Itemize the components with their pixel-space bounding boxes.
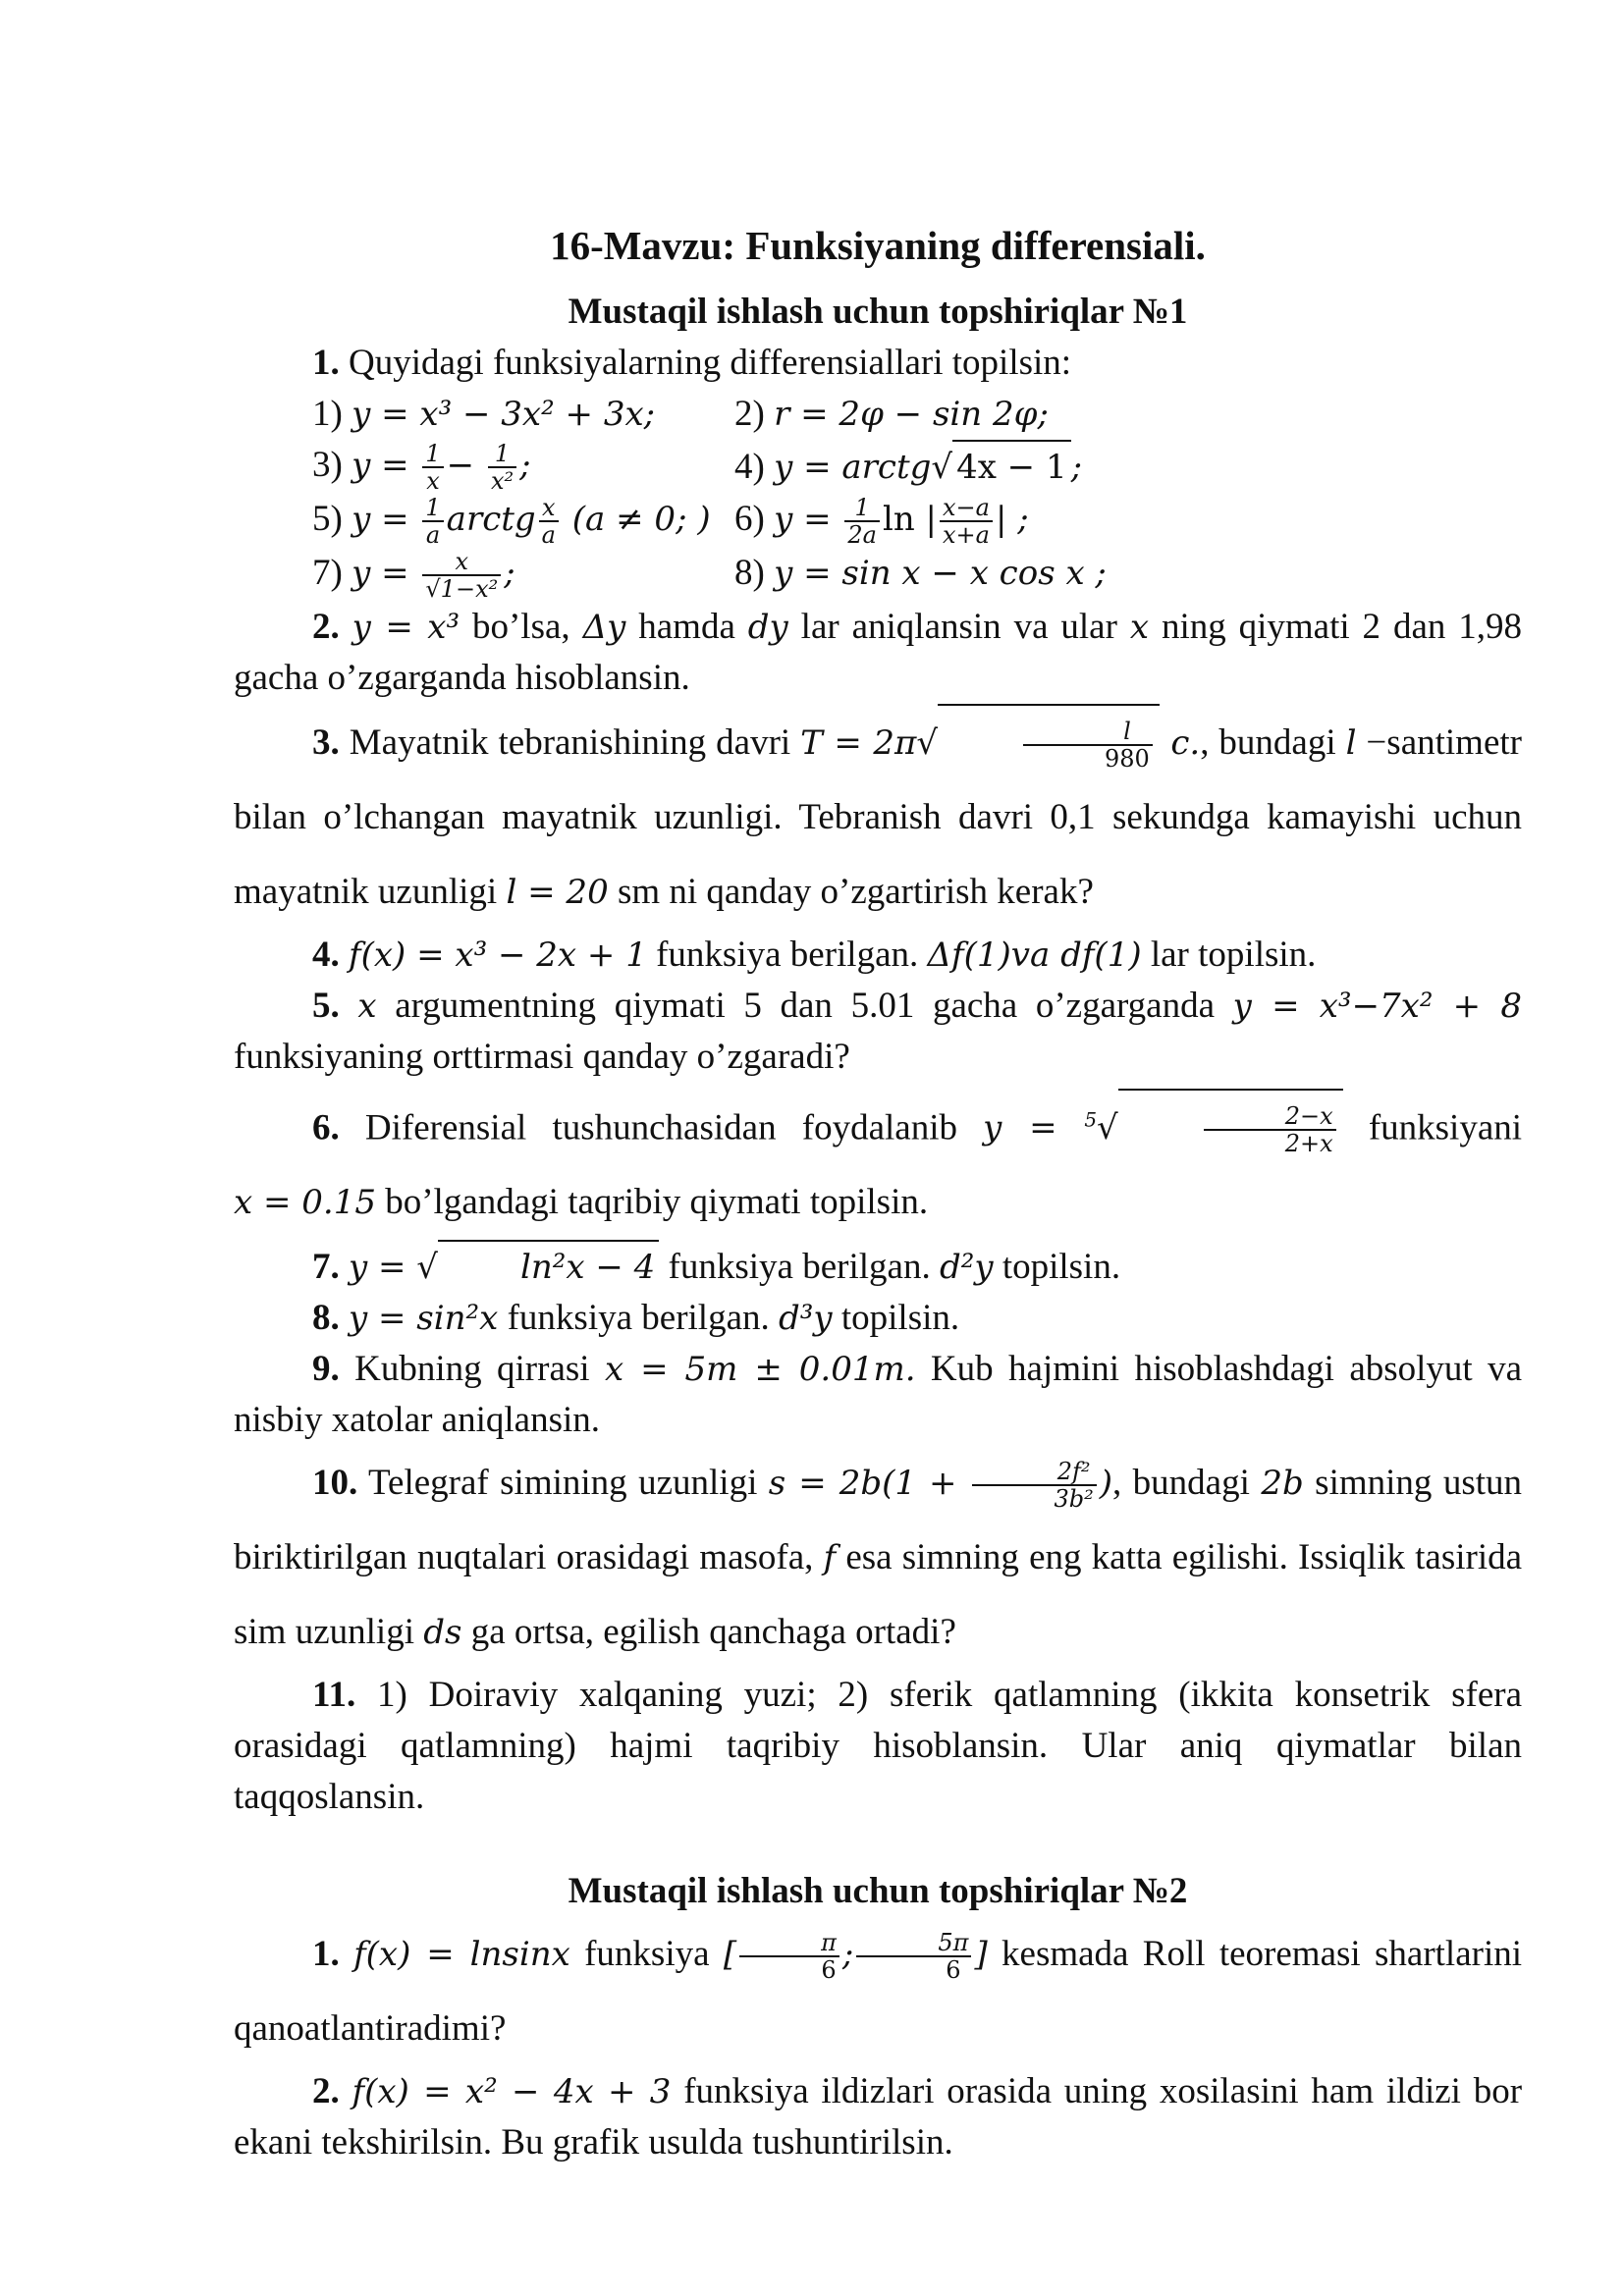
exercise-6 bbox=[734, 494, 1284, 548]
exercise-label: 3) bbox=[312, 445, 343, 485]
fraction: $\frac{1}{a}$ bbox=[422, 495, 443, 548]
exercise-formula: y = sin x − x cos x ; bbox=[774, 554, 1107, 593]
formula: y = $^5$√ $\frac{2-x}{2+x}$ bbox=[983, 1108, 1342, 1148]
exercise-2 bbox=[734, 389, 1284, 440]
task-number: 9. bbox=[312, 1349, 340, 1390]
task-10: 10. Telegraf simining uzunligi s = 2b(1 + $\frac{\text{2f²}}{\text{3b²}}$ ), bundagi 2b simning ustun biriktirilgan nuqtalari orasidagi masofa, f esa simning eng katta egilishi. Issiqlik tasirida sim uzunligi ds ga ortsa, egilish qanchaga ortadi? bbox=[234, 1458, 1523, 1653]
fraction: $\frac{x}{a}$ bbox=[539, 495, 559, 548]
fraction: $\frac{2-x}{2+x}$ bbox=[1204, 1103, 1336, 1156]
task-2: 2. y = x³ bo’lsa, Δy hamda dy lar aniqlansin va ular x ning qiymati 2 dan 1,98 gacha o’zgarganda hisoblansin. bbox=[234, 607, 1523, 698]
task-5: 5. x argumentning qiymati 5 dan 5.01 gacha o’zgarganda y = x³−7x² + 8 funksiyaning orttirmasi qanday o’zgaradi? bbox=[234, 986, 1523, 1077]
task-number: 7. bbox=[312, 1247, 340, 1288]
task-text: Quyidagi funksiyalarning differensiallari topilsin: bbox=[349, 343, 1072, 383]
task-number: 8. bbox=[312, 1298, 340, 1339]
task-number: 5. bbox=[312, 986, 340, 1026]
exercise-formula: y = $\frac{1}{a}$ arctg $\frac{x}{a}$ (a ≠ 0; ) bbox=[352, 494, 711, 549]
fraction: $\frac{1}{2a}$ bbox=[844, 495, 880, 548]
exercise-label: 4) bbox=[734, 447, 765, 487]
fraction: $\frac{1}{\text{x²}}$ bbox=[488, 441, 516, 494]
task-8: 8. y = sin²x funksiya berilgan. d³y topilsin. bbox=[312, 1298, 960, 1339]
exercise-5 bbox=[312, 494, 734, 548]
exercise-label: 1) bbox=[312, 394, 343, 434]
task-number: 10. bbox=[312, 1463, 358, 1504]
formula: y = √ ln²x − 4 bbox=[349, 1248, 659, 1287]
exercise-1 bbox=[312, 389, 734, 440]
exercise-formula: r = 2φ − sin 2φ; bbox=[774, 395, 1049, 434]
s2-task-2: 2. f(x) = x² − 4x + 3 funksiya ildizlari orasida uning xosilasini ham ildizi bor ekani tekshirilsin. Bu grafik usulda tushuntirilsin. bbox=[234, 2071, 1523, 2163]
exercise-label: 8) bbox=[734, 553, 765, 593]
exercise-label: 2) bbox=[734, 394, 765, 434]
task-1 bbox=[234, 338, 1522, 389]
fraction: $\frac{\pi}{6}$ bbox=[739, 1930, 839, 1983]
page-title: 16-Mavzu: Funksiyaning differensiali. bbox=[550, 223, 1206, 268]
exercise-formula: y = x³ − 3x² + 3x; bbox=[352, 395, 656, 434]
fraction: $\frac{\text{2f²}}{\text{3b²}}$ bbox=[972, 1459, 1096, 1512]
task-number: 1. bbox=[312, 1934, 340, 1975]
task-7: 7. y = √ ln²x − 4 funksiya berilgan. d²y topilsin. bbox=[234, 1240, 1522, 1293]
task-number: 3. bbox=[312, 722, 340, 763]
exercise-7 bbox=[312, 548, 734, 602]
task-3: 3. Mayatnik tebranishining davri T = 2π√ $\frac{l}{980}$ c., bundagi l −santimetr bilan o’lchangan mayatnik uzunligi. Tebranish davri 0,1 sekundga kamayishi uchun mayatnik uzunligi l = 20 sm ni qanday o’zgartirish kerak? bbox=[234, 704, 1522, 930]
exercise-8 bbox=[734, 548, 1284, 602]
exercise-3 bbox=[312, 440, 734, 494]
task-number: 4. bbox=[312, 934, 340, 975]
fraction: $\frac{x}{\text{√1−x²}}$ bbox=[422, 549, 501, 602]
exercise-formula: y = arctg√ 4x − 1 ; bbox=[774, 448, 1082, 487]
section-2-heading: Mustaqil ishlash uchun topshiriqlar №2 bbox=[568, 1871, 1188, 1912]
task-4: 4. f(x) = x³ − 2x + 1 funksiya berilgan. Δf(1)va df(1) lar topilsin. bbox=[312, 934, 1317, 975]
exercise-label: 6) bbox=[734, 499, 765, 539]
task-9: 9. Kubning qirrasi x = 5m ± 0.01m. Kub hajmini hisoblashdagi absolyut va nisbiy xatolar aniqlansin. bbox=[234, 1349, 1523, 1441]
section-1-heading: Mustaqil ishlash uchun topshiriqlar №1 bbox=[568, 292, 1188, 332]
exercise-formula: y = $\frac{x}{\text{√1−x²}}$ ; bbox=[352, 548, 515, 603]
task-number: 2. bbox=[312, 2071, 340, 2112]
s2-task-1: 1. f(x) = lnsinx funksiya [ $\frac{\pi}{6}$ ; $\frac{5\pi}{6}$ ] kesmada Roll teoremasi shartlarini qanoatlantiradimi? bbox=[234, 1929, 1523, 2050]
exercise-label: 7) bbox=[312, 553, 343, 593]
exercise-grid bbox=[312, 389, 1522, 602]
task-6: 6. Diferensial tushunchasidan foydalanib y = $^5$√ $\frac{2-x}{2+x}$ funksiyani x = 0.15 bo’lgandagi taqribiy qiymati topilsin. bbox=[234, 1083, 1522, 1240]
formula: T = 2π√ $\frac{l}{980}$ c. bbox=[800, 723, 1200, 763]
exercise-formula: y = $\frac{1}{x}$ − $\frac{1}{\text{x²}}$ ; bbox=[352, 440, 531, 495]
fraction: $\frac{l}{980}$ bbox=[1023, 719, 1153, 772]
formula: [ $\frac{\pi}{6}$ ; $\frac{5\pi}{6}$ ] bbox=[723, 1929, 988, 1985]
task-11: 11. 1) Doiraviy xalqaning yuzi; 2) sferik qatlamning (ikkita konsetrik sfera orasidagi qatlamning) hajmi taqribiy hisoblansin. Ular aniq qiymatlar bilan taqqoslansin. bbox=[234, 1675, 1523, 1818]
task-number: 11. bbox=[312, 1675, 356, 1716]
task-number: 1. bbox=[312, 343, 340, 383]
formula: s = 2b(1 + $\frac{\text{2f²}}{\text{3b²}}$ ) bbox=[768, 1458, 1112, 1514]
fraction: $\frac{1}{x}$ bbox=[422, 441, 443, 494]
exercise-formula: y = $\frac{1}{2a}$ ln | $\frac{x-a}{x+a}$ | ; bbox=[774, 494, 1029, 549]
page-content bbox=[234, 218, 1522, 2168]
fraction: $\frac{5\pi}{6}$ bbox=[856, 1930, 971, 1983]
fraction: $\frac{x-a}{x+a}$ bbox=[940, 495, 993, 548]
exercise-4 bbox=[734, 440, 1284, 494]
task-number: 2. bbox=[312, 607, 340, 647]
task-number: 6. bbox=[312, 1107, 340, 1148]
exercise-label: 5) bbox=[312, 499, 343, 539]
